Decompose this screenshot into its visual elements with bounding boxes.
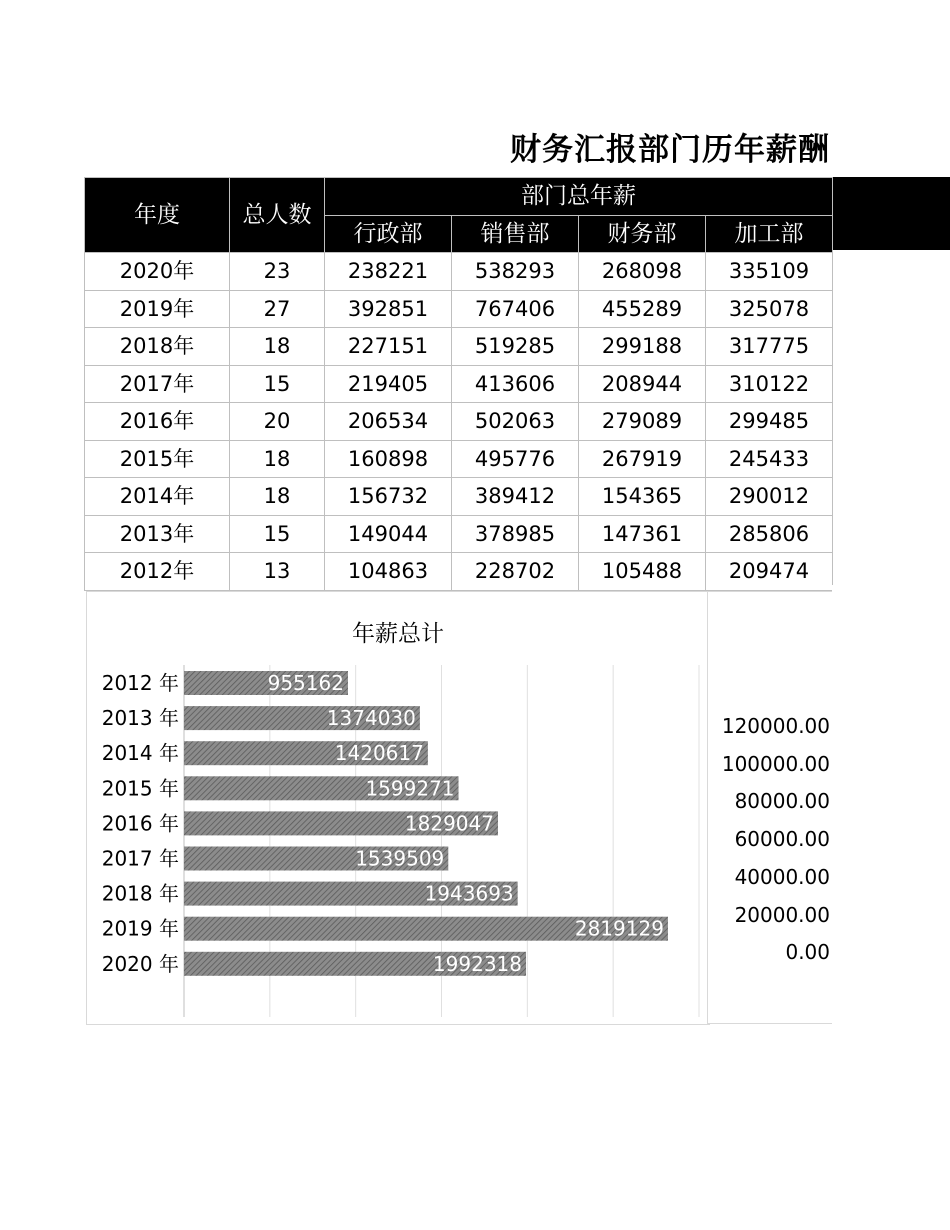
cell-value: 290012 [706,478,833,516]
cell-value: 413606 [452,365,579,403]
cell-count: 23 [230,253,325,291]
cell-value: 495776 [452,440,579,478]
table-row [85,403,833,441]
cell-value: 378985 [452,515,579,553]
y-tick-label: 40000.00 [734,864,830,889]
cell-count: 18 [230,328,325,366]
cell-value: 325078 [706,290,833,328]
cell-value: 228702 [452,553,579,591]
chart-category-label: 2016 年 [101,811,179,836]
cell-count: 18 [230,440,325,478]
table-row [85,253,833,291]
chart-data-label: 1374030 [326,706,416,731]
y-tick-label: 60000.00 [734,827,830,852]
header-count: 总人数 [230,178,325,253]
cell-year: 2015年 [85,440,230,478]
header-dept: 财务部 [579,215,706,253]
cell-year: 2016年 [85,403,230,441]
total-salary-chart [86,591,710,1025]
cell-count: 15 [230,515,325,553]
cell-value: 502063 [452,403,579,441]
y-tick-label: 0.00 [785,940,830,965]
cell-count: 27 [230,290,325,328]
chart-data-label: 1943693 [424,881,514,906]
chart-data-label: 2819129 [574,916,664,941]
cell-value: 538293 [452,253,579,291]
header-dept: 销售部 [452,215,579,253]
cell-value: 310122 [706,365,833,403]
y-tick-label: 80000.00 [734,789,830,814]
header-dept: 行政部 [325,215,452,253]
chart-category-label: 2017 年 [101,846,179,871]
chart-data-label: 1420617 [334,741,424,766]
table-row [85,478,833,516]
chart-data-label: 1539509 [355,846,445,871]
cell-value: 299188 [579,328,706,366]
cell-count: 20 [230,403,325,441]
y-tick-label: 100000.00 [721,751,830,776]
table-row [85,365,833,403]
cell-value: 767406 [452,290,579,328]
chart-category-label: 2014 年 [101,741,179,766]
page-title: 财务汇报部门历年薪酬 [510,132,830,168]
cell-value: 455289 [579,290,706,328]
cell-year: 2018年 [85,328,230,366]
chart-data-label: 955162 [267,671,344,695]
cell-value: 238221 [325,253,452,291]
chart-category-label: 2015 年 [101,776,179,801]
chart-category-label: 2013 年 [101,706,179,731]
salary-table [84,177,833,591]
chart-data-label: 1829047 [404,811,494,836]
cell-count: 15 [230,365,325,403]
chart-category-label: 2018 年 [101,881,179,906]
total-salary-chart-svg [87,592,709,1024]
chart-data-label: 1599271 [365,776,455,801]
cell-value: 335109 [706,253,833,291]
header-dept: 加工部 [706,215,833,253]
table-row [85,553,833,591]
cell-value: 147361 [579,515,706,553]
cell-year: 2013年 [85,515,230,553]
cell-year: 2014年 [85,478,230,516]
header-dept-total: 部门总年薪 [325,178,833,216]
cell-value: 104863 [325,553,452,591]
cell-value: 389412 [452,478,579,516]
cell-value: 245433 [706,440,833,478]
cell-value: 154365 [579,478,706,516]
cell-value: 149044 [325,515,452,553]
chart-category-label: 2019 年 [101,916,179,941]
cell-value: 227151 [325,328,452,366]
header-year: 年度 [85,178,230,253]
cell-value: 285806 [706,515,833,553]
table-row [85,515,833,553]
cell-year: 2017年 [85,365,230,403]
cell-value: 219405 [325,365,452,403]
cell-count: 18 [230,478,325,516]
cell-value: 392851 [325,290,452,328]
cell-value: 267919 [579,440,706,478]
cell-year: 2012年 [85,553,230,591]
table-row [85,440,833,478]
cell-value: 317775 [706,328,833,366]
cell-value: 105488 [579,553,706,591]
cell-value: 208944 [579,365,706,403]
table-row [85,290,833,328]
chart-category-label: 2020 年 [101,951,179,976]
chart-data-label: 1992318 [432,951,523,976]
chart-category-label: 2012 年 [101,671,179,695]
cell-value: 268098 [579,253,706,291]
y-tick-label: 20000.00 [734,902,830,927]
y-tick-label: 120000.00 [721,714,830,738]
cell-value: 160898 [325,440,452,478]
cell-year: 2019年 [85,290,230,328]
cell-year: 2020年 [85,253,230,291]
cell-value: 209474 [706,553,833,591]
chart-title: 年薪总计 [352,621,444,647]
cell-value: 156732 [325,478,452,516]
cell-count: 13 [230,553,325,591]
cell-value: 519285 [452,328,579,366]
page-edge-mask [832,585,950,1035]
header-overflow-bar [832,177,950,250]
cell-value: 299485 [706,403,833,441]
table-row [85,328,833,366]
cell-value: 279089 [579,403,706,441]
second-chart [707,591,838,1024]
cell-value: 206534 [325,403,452,441]
